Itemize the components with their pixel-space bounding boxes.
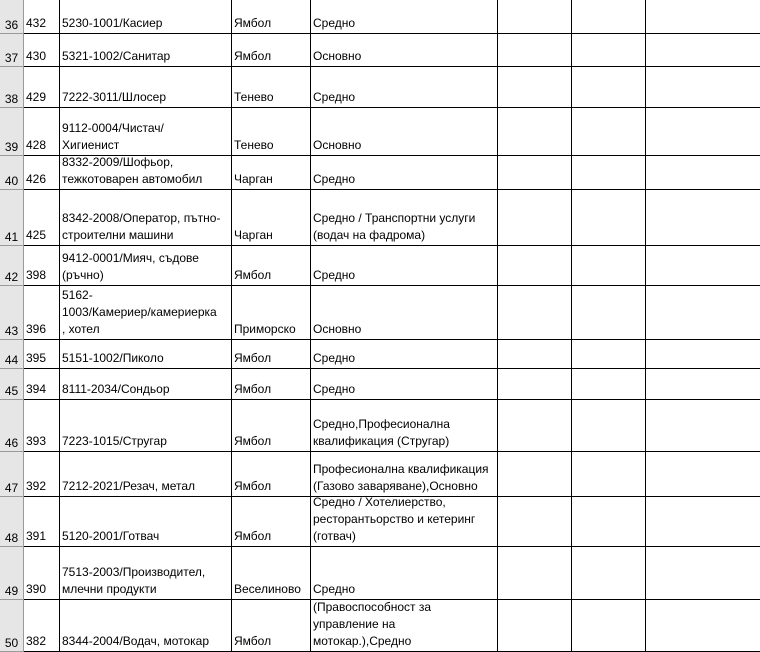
- cell-position[interactable]: [60, 67, 232, 108]
- cell-education-text: Средно,Професионална квалификация (Стругар): [313, 417, 450, 448]
- row-header[interactable]: 42: [0, 246, 24, 286]
- cell-town[interactable]: [232, 190, 311, 246]
- cell-id[interactable]: [24, 452, 60, 497]
- cell-id[interactable]: [24, 600, 60, 652]
- row-header[interactable]: 41: [0, 190, 24, 246]
- cell-id-text: 430: [26, 49, 47, 63]
- cell-empty[interactable]: [646, 286, 760, 340]
- cell-position[interactable]: [60, 452, 232, 497]
- cell-empty[interactable]: [498, 0, 572, 34]
- cell-position-text: 5321-1002/Санитар: [62, 49, 171, 63]
- cell-id[interactable]: [24, 190, 60, 246]
- cell-town-text: Приморско: [234, 322, 296, 336]
- table-row: [0, 190, 760, 246]
- cell-town-text: Чарган: [234, 228, 273, 242]
- cell-id-text: 429: [26, 90, 47, 104]
- cell-empty[interactable]: [498, 600, 572, 652]
- cell-id-text: 390: [26, 582, 47, 596]
- cell-position-text: 7212-2021/Резач, метал: [62, 479, 196, 493]
- row-header[interactable]: 47: [0, 452, 24, 497]
- cell-education-text: Основно: [313, 49, 362, 63]
- cell-town[interactable]: [232, 340, 311, 369]
- cell-empty[interactable]: [572, 246, 646, 286]
- cell-education-text: (Правоспособност за управление на мотокар.),Средно: [313, 600, 432, 648]
- cell-id-text: 426: [26, 172, 47, 186]
- cell-empty[interactable]: [498, 67, 572, 108]
- cell-position[interactable]: [60, 497, 232, 547]
- cell-town[interactable]: [232, 452, 311, 497]
- cell-position-text: 7222-3011/Шлосер: [62, 90, 166, 104]
- cell-position[interactable]: [60, 369, 232, 400]
- cell-education-text: Професионална квалификация (Газово заваряване),Основно: [313, 462, 489, 493]
- cell-empty[interactable]: [572, 369, 646, 400]
- cell-empty[interactable]: [646, 108, 760, 156]
- cell-position[interactable]: [60, 108, 232, 156]
- cell-education-text: Средно: [313, 351, 356, 365]
- cell-position-text: 5230-1001/Касиер: [62, 16, 163, 30]
- cell-town[interactable]: [232, 286, 311, 340]
- table-row: [0, 34, 760, 67]
- cell-empty[interactable]: [498, 340, 572, 369]
- cell-education[interactable]: [311, 340, 498, 369]
- cell-id[interactable]: [24, 400, 60, 452]
- cell-town[interactable]: [232, 369, 311, 400]
- table-row: [0, 340, 760, 369]
- cell-position[interactable]: [60, 34, 232, 67]
- cell-town-text: Тенево: [234, 90, 274, 104]
- table-row: [0, 67, 760, 108]
- cell-id-text: 396: [26, 322, 47, 336]
- row-header[interactable]: 43: [0, 286, 24, 340]
- cell-empty[interactable]: [498, 156, 572, 190]
- cell-town-text: Ямбол: [234, 479, 272, 493]
- row-header[interactable]: 50: [0, 600, 24, 652]
- cell-empty[interactable]: [646, 34, 760, 67]
- cell-position[interactable]: [60, 0, 232, 34]
- cell-empty[interactable]: [498, 286, 572, 340]
- cell-empty[interactable]: [572, 340, 646, 369]
- cell-education[interactable]: [311, 0, 498, 34]
- cell-empty[interactable]: [646, 452, 760, 497]
- cell-empty[interactable]: [572, 286, 646, 340]
- cell-id-text: 395: [26, 351, 47, 365]
- cell-id-text: 425: [26, 228, 47, 242]
- cell-empty[interactable]: [572, 67, 646, 108]
- row-header[interactable]: 38: [0, 67, 24, 108]
- cell-education-text: Средно: [313, 382, 356, 396]
- row-header[interactable]: 49: [0, 547, 24, 600]
- row-header[interactable]: 39: [0, 108, 24, 156]
- cell-position-text: 8111-2034/Сондьор: [62, 382, 170, 396]
- cell-education-text: Средно: [313, 172, 356, 186]
- cell-town[interactable]: [232, 34, 311, 67]
- cell-town-text: Веселиново: [234, 582, 301, 596]
- cell-town[interactable]: [232, 497, 311, 547]
- cell-empty[interactable]: [498, 497, 572, 547]
- cell-empty[interactable]: [498, 190, 572, 246]
- cell-education[interactable]: [311, 547, 498, 600]
- cell-id-text: 382: [26, 634, 47, 648]
- cell-position-text: 9112-0004/Чистач/ Хигиенист: [62, 121, 164, 152]
- cell-empty[interactable]: [498, 246, 572, 286]
- cell-education-text: Средно: [313, 582, 356, 596]
- cell-position-text: 5151-1002/Пиколо: [62, 351, 164, 365]
- cell-town-text: Чарган: [234, 172, 273, 186]
- cell-position-text: 8342-2008/Оператор, пътно- строителни машини: [62, 211, 221, 242]
- cell-empty[interactable]: [572, 108, 646, 156]
- cell-education[interactable]: [311, 34, 498, 67]
- cell-town-text: Ямбол: [234, 529, 272, 543]
- cell-id-text: 393: [26, 434, 47, 448]
- cell-id[interactable]: [24, 0, 60, 34]
- cell-education[interactable]: [311, 246, 498, 286]
- cell-education[interactable]: [311, 108, 498, 156]
- cell-position[interactable]: [60, 547, 232, 600]
- cell-id-text: 391: [26, 529, 47, 543]
- cell-town-text: Ямбол: [234, 351, 272, 365]
- cell-id[interactable]: [24, 156, 60, 190]
- row-header[interactable]: 48: [0, 497, 24, 547]
- table-row: [0, 156, 760, 190]
- cell-empty[interactable]: [646, 600, 760, 652]
- cell-id[interactable]: [24, 340, 60, 369]
- cell-id-text: 428: [26, 138, 47, 152]
- cell-id[interactable]: [24, 34, 60, 67]
- cell-town-text: Тенево: [234, 138, 274, 152]
- cell-town[interactable]: [232, 156, 311, 190]
- cell-education-text: Средно / Хотелиерство, ресторантьорство и кетеринг (готвач): [313, 497, 476, 543]
- cell-empty[interactable]: [646, 400, 760, 452]
- cell-education-text: Средно: [313, 268, 356, 282]
- cell-education[interactable]: [311, 497, 498, 547]
- cell-empty[interactable]: [572, 34, 646, 67]
- cell-town[interactable]: [232, 600, 311, 652]
- table-row: [0, 0, 760, 34]
- table-row: [0, 246, 760, 286]
- row-header[interactable]: 36: [0, 0, 24, 34]
- cell-town-text: Ямбол: [234, 434, 272, 448]
- table-row: [0, 600, 760, 652]
- cell-empty[interactable]: [572, 156, 646, 190]
- table-row: [0, 400, 760, 452]
- cell-position[interactable]: [60, 156, 232, 190]
- cell-empty[interactable]: [498, 400, 572, 452]
- cell-town-text: Ямбол: [234, 16, 272, 30]
- cell-empty[interactable]: [646, 190, 760, 246]
- cell-town-text: Ямбол: [234, 268, 272, 282]
- cell-id[interactable]: [24, 369, 60, 400]
- cell-education[interactable]: [311, 452, 498, 497]
- cell-empty[interactable]: [646, 0, 760, 34]
- table-row: [0, 108, 760, 156]
- cell-town-text: Ямбол: [234, 49, 272, 63]
- cell-education-text: Основно: [313, 138, 362, 152]
- cell-town-text: Ямбол: [234, 634, 272, 648]
- cell-empty[interactable]: [646, 547, 760, 600]
- cell-empty[interactable]: [498, 547, 572, 600]
- row-header[interactable]: 46: [0, 400, 24, 452]
- row-header[interactable]: 45: [0, 369, 24, 400]
- cell-empty[interactable]: [498, 452, 572, 497]
- row-header[interactable]: 44: [0, 340, 24, 369]
- cell-position-text: 8332-2009/Шофьор, тежкотоварен автомобил: [62, 156, 203, 186]
- table-row: [0, 286, 760, 340]
- cell-position-text: 8344-2004/Водач, мотокар: [62, 634, 210, 648]
- cell-position[interactable]: [60, 246, 232, 286]
- cell-town-text: Ямбол: [234, 382, 272, 396]
- cell-id-text: 392: [26, 479, 47, 493]
- cell-empty[interactable]: [646, 340, 760, 369]
- cell-position[interactable]: [60, 286, 232, 340]
- cell-id[interactable]: [24, 286, 60, 340]
- cell-education-text: Средно: [313, 90, 356, 104]
- cell-education-text: Средно / Транспортни услуги (водач на фадрома): [313, 211, 476, 242]
- row-header[interactable]: 37: [0, 34, 24, 67]
- cell-empty[interactable]: [646, 67, 760, 108]
- cell-town[interactable]: [232, 67, 311, 108]
- cell-town[interactable]: [232, 547, 311, 600]
- cell-empty[interactable]: [498, 108, 572, 156]
- cell-education-text: Средно: [313, 16, 356, 30]
- cell-position-text: 5162- 1003/Камериер/камериерка , хотел: [62, 288, 217, 336]
- cell-education[interactable]: [311, 286, 498, 340]
- cell-empty[interactable]: [572, 190, 646, 246]
- cell-empty[interactable]: [572, 0, 646, 34]
- cell-town[interactable]: [232, 246, 311, 286]
- cell-position[interactable]: [60, 600, 232, 652]
- cell-education-text: Основно: [313, 322, 362, 336]
- cell-empty[interactable]: [572, 452, 646, 497]
- cell-position-text: 7513-2003/Производител, млечни продукти: [62, 565, 206, 596]
- cell-education[interactable]: [311, 190, 498, 246]
- cell-town[interactable]: [232, 0, 311, 34]
- cell-id-text: 398: [26, 268, 47, 282]
- cell-empty[interactable]: [572, 600, 646, 652]
- cell-education[interactable]: [311, 156, 498, 190]
- cell-town[interactable]: [232, 108, 311, 156]
- cell-id[interactable]: [24, 547, 60, 600]
- cell-position-text: 7223-1015/Стругар: [62, 434, 167, 448]
- cell-education[interactable]: [311, 400, 498, 452]
- cell-education[interactable]: [311, 67, 498, 108]
- cell-position-text: 9412-0001/Мияч, съдове (ръчно): [62, 251, 199, 282]
- cell-position[interactable]: [60, 340, 232, 369]
- cell-education[interactable]: [311, 369, 498, 400]
- cell-id-text: 394: [26, 382, 47, 396]
- cell-empty[interactable]: [646, 246, 760, 286]
- cell-empty[interactable]: [572, 400, 646, 452]
- table-row: [0, 547, 760, 600]
- cell-id[interactable]: [24, 67, 60, 108]
- cell-empty[interactable]: [498, 34, 572, 67]
- cell-empty[interactable]: [646, 156, 760, 190]
- table-row: [0, 497, 760, 547]
- cell-education[interactable]: [311, 600, 498, 652]
- cell-empty[interactable]: [646, 497, 760, 547]
- cell-id[interactable]: [24, 246, 60, 286]
- row-header[interactable]: 40: [0, 156, 24, 190]
- table-row: [0, 452, 760, 497]
- cell-empty[interactable]: [572, 547, 646, 600]
- cell-id-text: 432: [26, 16, 47, 30]
- cell-position[interactable]: [60, 190, 232, 246]
- cell-position[interactable]: [60, 400, 232, 452]
- table-row: [0, 369, 760, 400]
- cell-id[interactable]: [24, 497, 60, 547]
- cell-id[interactable]: [24, 108, 60, 156]
- cell-position-text: 5120-2001/Готвач: [62, 529, 160, 543]
- cell-town[interactable]: [232, 400, 311, 452]
- cell-empty[interactable]: [646, 369, 760, 400]
- cell-empty[interactable]: [498, 369, 572, 400]
- cell-empty[interactable]: [572, 497, 646, 547]
